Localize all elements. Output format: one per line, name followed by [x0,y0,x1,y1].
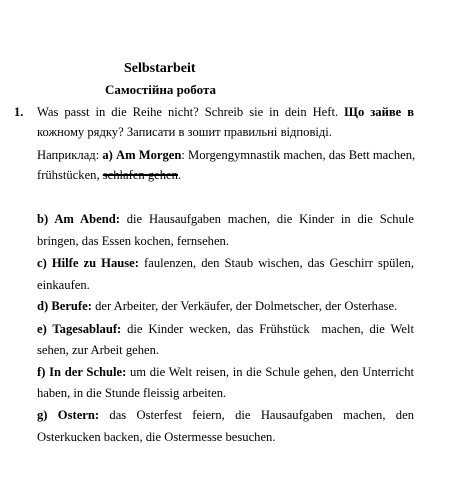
item-g-line-2: Osterkucken backen, die Ostermesse besuchen. [37,430,276,444]
page-title: Selbstarbeit [124,61,196,76]
example-struck-answer: schlafen gehen [102,168,178,182]
example-line-2 [37,167,181,183]
item-e-text: die Kinder wecken, das Frühstück machen, die Welt [127,322,414,336]
item-b-key: b) Am Abend: [37,212,120,226]
item-b-line-1 [37,211,414,227]
example-text: : Morgengymnastik machen, das Bett machen, [181,148,416,162]
example-text-2: frühstücken, [37,168,100,182]
item-g-key: g) Ostern: [37,408,100,422]
item-c-key: c) Hilfe zu Hause: [37,256,139,270]
instruction-ukrainian-start: Що зайве в [344,105,414,119]
example-key: а) Am Morgen [102,148,182,162]
task-instruction-line-1 [37,104,414,120]
item-b-line-2: bringen, das Essen kochen, fernsehen. [37,234,229,248]
item-g-text: das Osterfest feiern, die Hausaufgaben machen, den [109,408,414,422]
example-period: . [177,168,182,182]
item-g-line-1 [37,407,414,423]
item-f-text: um die Welt reisen, in die Schule gehen, den Unterricht [130,365,414,379]
item-d-line-1 [37,298,397,314]
item-d-text: der Arbeiter, der Verkäufer, der Dolmetscher, der Osterhase. [95,299,398,313]
task-instruction-line-2: кожному рядку? Записати в зошит правильні відповіді. [37,125,332,139]
item-e-line-1 [37,321,414,337]
item-d-key: d) Berufe: [37,299,92,313]
item-b-text: die Hausaufgaben machen, die Kinder in die Schule [126,212,414,226]
instruction-german: Was passt in die Reihe nicht? Schreib sie in dein Heft. [37,105,339,119]
item-f-line-2: haben, in die Stunde fleissig arbeiten. [37,386,227,400]
task-number: 1. [14,105,24,119]
example-line-1 [37,147,415,163]
item-c-line-1 [37,255,414,271]
example-label: Наприклад: [37,148,100,162]
page-subtitle: Самостійна робота [105,82,217,97]
item-e-key: e) Tagesablauf: [37,322,122,336]
item-e-line-2: sehen, zur Arbeit gehen. [37,343,160,357]
item-f-line-1 [37,364,414,380]
item-f-key: f) In der Schule: [37,365,127,379]
item-c-line-2: einkaufen. [37,278,90,292]
item-c-text: faulenzen, den Staub wischen, das Geschirr spülen, [144,256,414,270]
